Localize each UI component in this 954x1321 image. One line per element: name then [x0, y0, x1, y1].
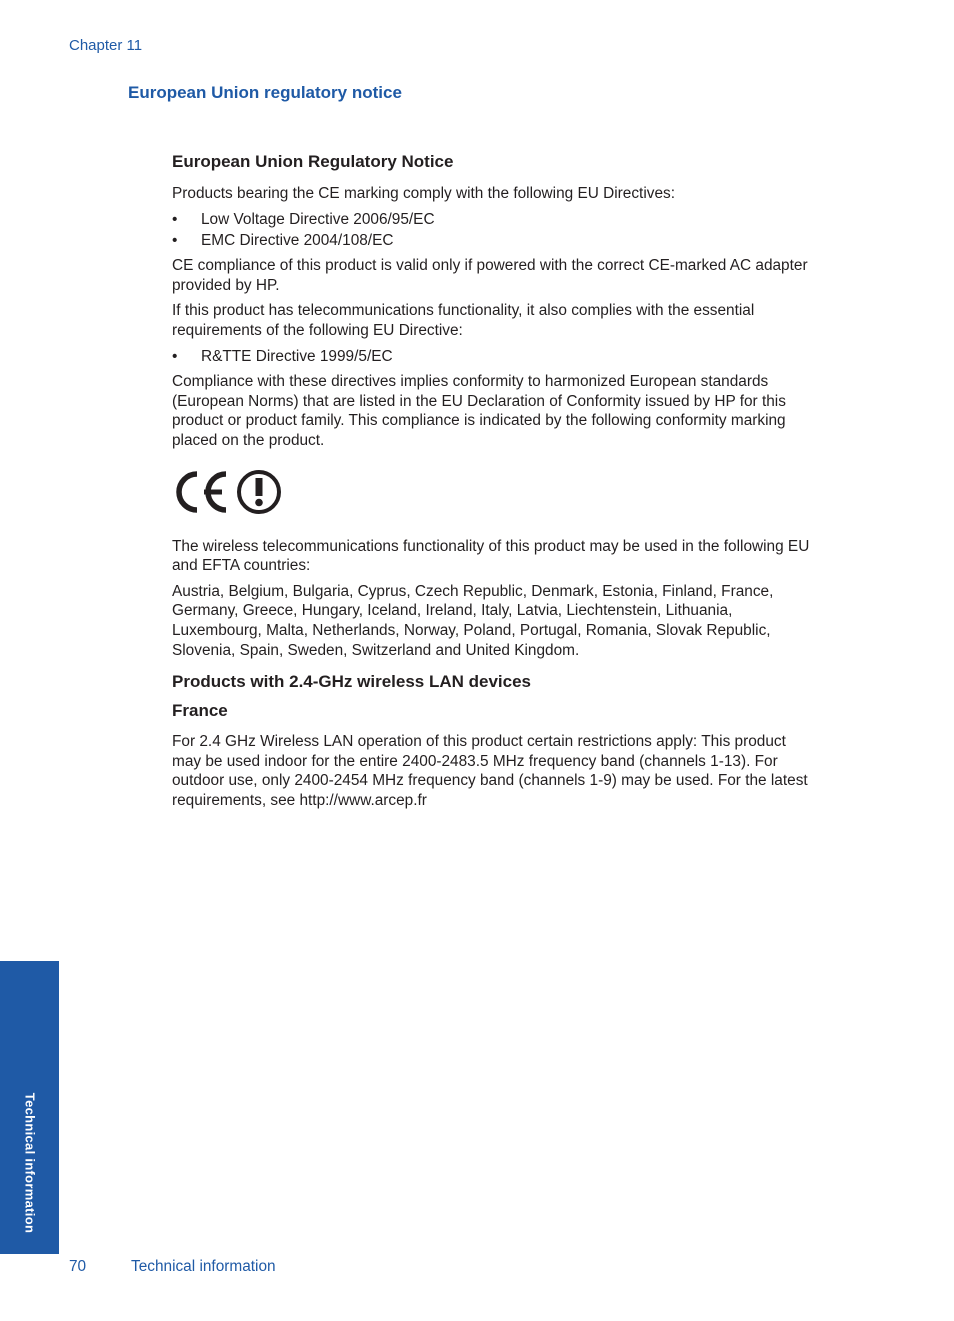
notice-content: [172, 152, 812, 817]
bullet-icon: •: [172, 231, 178, 249]
bullet-icon: •: [172, 347, 178, 365]
france-heading: France: [172, 701, 228, 721]
france-paragraph: For 2.4 GHz Wireless LAN operation of this product certain restrictions apply: This product may be used indoor for the entire 2400-2483.5 MHz frequency band (channels 1-13). For outdoor use, only 2400-2454 MHz frequency band (channels 1-9) may be used. For the latest requirements, see http://www.arcep.fr: [172, 733, 808, 809]
side-tab-label: Technical information: [22, 1092, 38, 1234]
ce-c-letter: [179, 474, 197, 510]
bullet-icon: •: [172, 210, 178, 228]
telecom-paragraph: If this product has telecommunications functionality, it also complies with the essential requirements of the following EU Directive:: [172, 302, 755, 340]
ac-adapter-paragraph: CE compliance of this product is valid only if powered with the correct CE-marked AC adapter provided by HP.: [172, 257, 808, 294]
ce-alert-mark-icon: [172, 467, 284, 517]
list-item-text: R&TTE Directive 1999/5/EC: [201, 347, 393, 365]
list-item: [172, 347, 812, 367]
countries-paragraph: Austria, Belgium, Bulgaria, Cyprus, Czech Republic, Denmark, Estonia, Finland, France, Germany, Greece, Hungary, Iceland, Ireland, Italy, Latvia, Liechtenstein, Lithuania, Luxembourg, Malta, Netherlands, Norway, Poland, Portugal, Romania, Slovak Republic, Slovenia, Spain, Sweden, Switzerland and United Kingdom.: [172, 582, 774, 659]
wlan-heading: Products with 2.4-GHz wireless LAN devices: [172, 672, 532, 692]
list-item-text: Low Voltage Directive 2006/95/EC: [201, 210, 435, 228]
list-item: [172, 231, 812, 251]
list-item: [172, 210, 812, 230]
intro-paragraph: Products bearing the CE marking comply with the following EU Directives:: [172, 185, 675, 202]
conformity-paragraph: Compliance with these directives implies conformity to harmonized European standards (European Norms) that are listed in the EU Declaration of Conformity issued by HP for this product or product family. This compliance is indicated by the following conformity marking placed on the product.: [172, 373, 786, 450]
notice-heading: European Union Regulatory Notice: [172, 152, 454, 171]
directive-list: [172, 210, 812, 251]
list-item-text: EMC Directive 2004/108/EC: [201, 231, 394, 249]
section-title: European Union regulatory notice: [128, 83, 402, 102]
page-number: 70: [69, 1258, 87, 1275]
chapter-label: Chapter 11: [69, 37, 143, 54]
telecom-directive-list: [172, 347, 812, 367]
alert-bar: [256, 478, 263, 496]
wireless-paragraph: The wireless telecommunications functionality of this product may be used in the following EU and EFTA countries:: [172, 537, 810, 575]
alert-dot: [255, 498, 263, 506]
footer-title: Technical information: [131, 1258, 276, 1275]
